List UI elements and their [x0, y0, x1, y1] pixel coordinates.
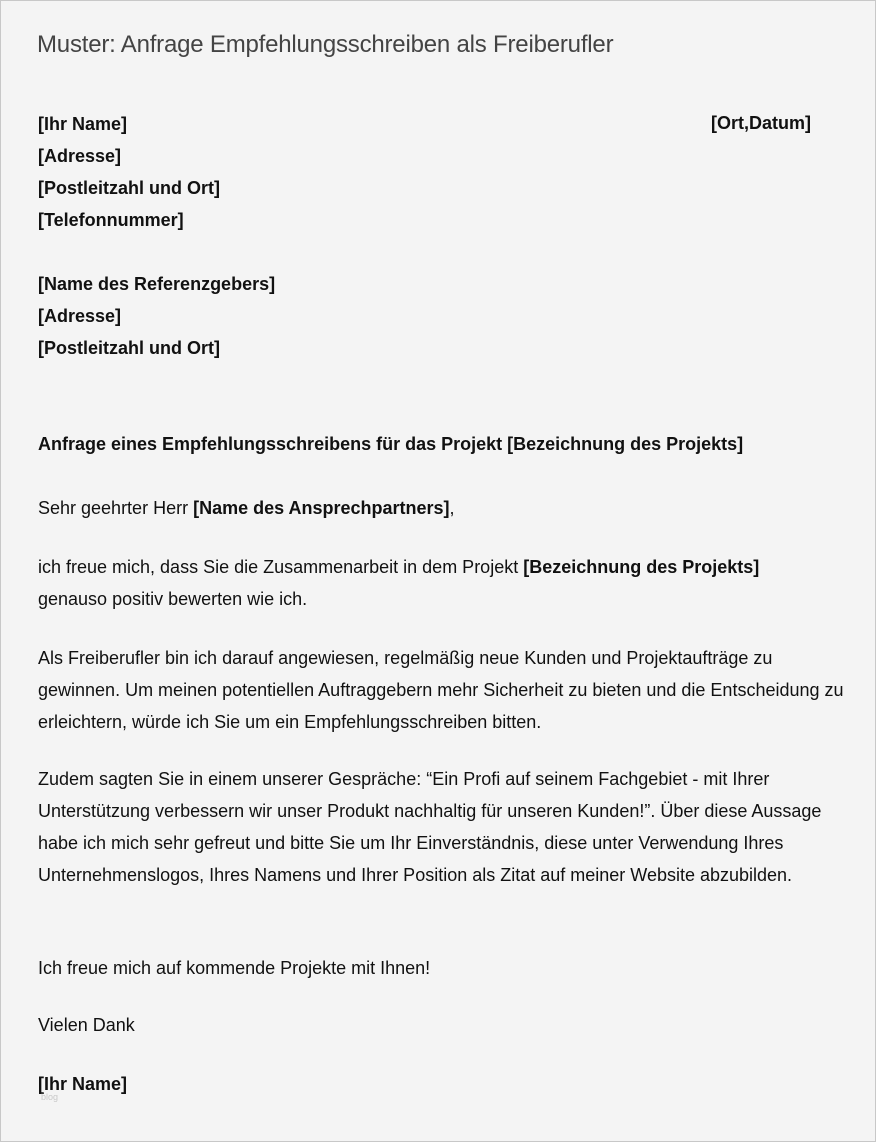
paragraph-4: Ich freue mich auf kommende Projekte mit Ihnen! — [38, 958, 431, 978]
watermark: blog — [41, 1092, 59, 1102]
sender-zip-city: [Postleitzahl und Ort] — [38, 178, 220, 198]
p1-text-a: ich freue mich, dass Sie die Zusammenarbeit in dem Projekt — [38, 557, 524, 577]
salutation — [38, 497, 455, 519]
sender-phone: [Telefonnummer] — [38, 210, 184, 230]
document-title: Muster: Anfrage Empfehlungsschreiben als Freiberufler — [37, 31, 614, 58]
sender-name: [Ihr Name] — [38, 114, 128, 134]
recipient-address: [Adresse] — [38, 306, 122, 326]
p1-text-b: genauso positiv bewerten wie ich. — [38, 589, 308, 609]
salutation-prefix: Sehr geehrter Herr — [38, 498, 194, 518]
salutation-suffix: , — [449, 498, 455, 518]
paragraph-3: Zudem sagten Sie in einem unserer Gespräche: “Ein Profi auf seinem Fachgebiet - mit Ihrer Unterstützung verbessern wir unser Produkt nachhaltig für unseren Kunden!”. Über diese Aussage habe ich mich sehr gefreut und bitte Sie um Ihr Einverständnis, diese unter Verwendung Ihres Unternehmenslogos, Ihres Namens und Ihrer Position als Zitat auf meiner Website abzubilden. — [38, 769, 822, 885]
closing: Vielen Dank — [38, 1015, 135, 1035]
subject-line: Anfrage eines Empfehlungsschreibens für das Projekt [Bezeichnung des Projekts] — [38, 434, 744, 454]
paragraph-1 — [38, 551, 858, 615]
place-date: [Ort,Datum] — [711, 113, 811, 133]
signature: [Ihr Name] — [38, 1074, 128, 1094]
salutation-name: [Name des Ansprechpartners] — [193, 498, 450, 518]
sender-address: [Adresse] — [38, 146, 122, 166]
paragraph-2: Als Freiberufler bin ich darauf angewiesen, regelmäßig neue Kunden und Projektaufträge zu gewinnen. Um meinen potentiellen Auftraggebern mehr Sicherheit zu bieten und die Entscheidung zu erleichtern, würde ich Sie um ein Empfehlungsschreiben bitten. — [38, 648, 844, 732]
p1-project: [Bezeichnung des Projekts] — [523, 557, 760, 577]
recipient-zip-city: [Postleitzahl und Ort] — [38, 338, 220, 358]
recipient-name: [Name des Referenzgebers] — [38, 274, 276, 294]
